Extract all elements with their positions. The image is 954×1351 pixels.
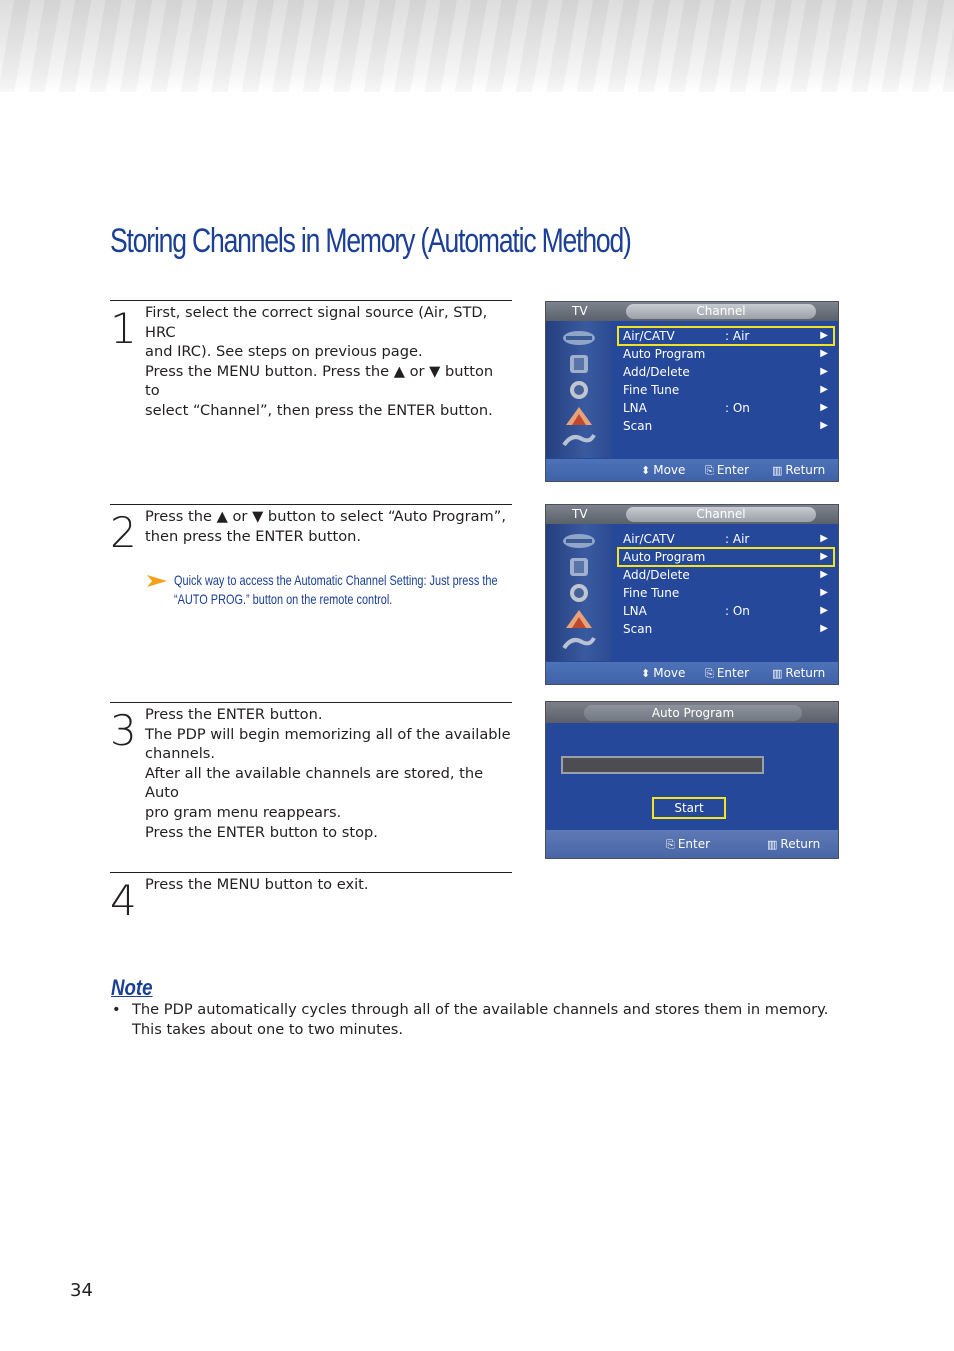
arrow-right-icon: ▶ xyxy=(820,348,828,359)
note-text xyxy=(132,1000,832,1040)
step-line: pro gram menu reappears. xyxy=(145,803,342,821)
tip-arrow-icon xyxy=(147,575,167,587)
enter-icon: ⎘ xyxy=(666,838,675,851)
step-line: Press the ▲ or ▼ button to select “Auto Program”, xyxy=(145,508,506,525)
osd-footer-label: Move xyxy=(653,666,686,680)
tip-text xyxy=(174,571,517,609)
osd-item-value: : Air xyxy=(725,532,750,546)
osd-tab-channel: Channel xyxy=(626,304,816,319)
channel-icon xyxy=(556,379,602,401)
osd-footer-label: Return xyxy=(785,463,826,477)
osd-item-auto-program[interactable] xyxy=(618,548,834,566)
input-icon xyxy=(556,634,602,656)
osd-item-label: Add/Delete xyxy=(623,365,690,379)
step-line: and IRC). See steps on previous page. xyxy=(145,343,423,361)
picture-icon xyxy=(556,327,602,349)
step-line: Press the ENTER button to stop. xyxy=(145,823,378,841)
step-number: 3 xyxy=(110,706,137,755)
arrow-right-icon: ▶ xyxy=(820,420,828,431)
osd-item-label: Add/Delete xyxy=(623,568,690,582)
osd-item-air-catv[interactable] xyxy=(618,327,834,345)
step-line: then press the ENTER button. xyxy=(145,527,362,545)
osd-footer-return xyxy=(772,666,825,680)
osd-footer xyxy=(546,830,838,858)
arrow-right-icon: ▶ xyxy=(820,366,828,377)
enter-icon: ⎘ xyxy=(705,667,714,680)
arrow-right-icon: ▶ xyxy=(820,551,828,562)
osd-item-label: LNA xyxy=(623,604,647,618)
osd-auto-program-screen xyxy=(545,701,839,859)
osd-footer-enter xyxy=(705,666,749,681)
osd-footer-label: Enter xyxy=(716,463,750,477)
osd-item-label: Auto Program xyxy=(623,347,706,361)
sound-icon xyxy=(556,556,602,578)
step-line: After all the available channels are stored, the Auto xyxy=(145,764,488,802)
arrow-right-icon: ▶ xyxy=(820,569,828,580)
return-icon: ▥ xyxy=(772,667,783,680)
step-4 xyxy=(110,872,512,943)
osd-item-add-delete[interactable] xyxy=(618,363,834,381)
enter-icon: ⎘ xyxy=(705,464,714,477)
osd-footer-move xyxy=(641,463,685,477)
osd-item-add-delete[interactable] xyxy=(618,566,834,584)
osd-footer-label: Enter xyxy=(716,666,750,680)
osd-item-label: Fine Tune xyxy=(623,383,680,397)
note-heading: Note xyxy=(111,975,153,1000)
arrow-right-icon: ▶ xyxy=(820,623,828,634)
note-bullet: • xyxy=(112,1001,121,1018)
note-line: The PDP automatically cycles through all of the available channels and stores them in memory. xyxy=(132,1001,829,1018)
osd-item-label: Scan xyxy=(623,622,653,636)
step-text xyxy=(145,875,512,895)
step-3 xyxy=(110,702,512,871)
arrow-right-icon: ▶ xyxy=(820,384,828,395)
arrow-right-icon: ▶ xyxy=(820,402,828,413)
step-line: channels. xyxy=(145,745,215,763)
step-number: 2 xyxy=(110,508,137,557)
start-button[interactable]: Start xyxy=(652,797,726,819)
step-2 xyxy=(110,504,512,701)
step-text xyxy=(145,705,512,842)
osd-item-air-catv[interactable] xyxy=(618,530,834,548)
osd-sidebar xyxy=(546,524,612,661)
sound-icon xyxy=(556,353,602,375)
osd-header xyxy=(546,702,838,723)
setup-icon xyxy=(556,608,602,630)
arrow-right-icon: ▶ xyxy=(820,587,828,598)
osd-item-lna[interactable] xyxy=(618,399,834,417)
osd-item-label: Fine Tune xyxy=(623,586,680,600)
osd-footer-label: Move xyxy=(653,463,686,477)
osd-footer xyxy=(546,662,838,684)
osd-footer xyxy=(546,459,838,481)
osd-item-label: Air/CATV xyxy=(623,329,675,343)
picture-icon xyxy=(556,530,602,552)
osd-item-lna[interactable] xyxy=(618,602,834,620)
step-line: First, select the correct signal source (Air, STD, HRC xyxy=(145,304,492,341)
osd-tab-auto-program: Auto Program xyxy=(584,705,802,721)
tip-line: Quick way to access the Automatic Channel Setting: Just press the xyxy=(174,572,498,588)
osd-item-label: Auto Program xyxy=(623,550,706,564)
step-line: Press the MENU button to exit. xyxy=(145,876,369,893)
return-icon: ▥ xyxy=(772,464,783,477)
page-title: Storing Channels in Memory (Automatic Method) xyxy=(110,222,631,260)
step-number: 1 xyxy=(110,304,137,353)
header-band xyxy=(0,0,954,92)
osd-footer-enter xyxy=(705,463,749,478)
up-down-icon: ⬍ xyxy=(641,667,651,680)
auto-program-progress-bar xyxy=(561,756,764,774)
tip-line: “AUTO PROG.” button on the remote control. xyxy=(174,591,393,607)
arrow-right-icon: ▶ xyxy=(820,605,828,616)
step-line: The PDP will begin memorizing all of the available xyxy=(145,725,511,743)
setup-icon xyxy=(556,405,602,427)
osd-sidebar xyxy=(546,321,612,458)
osd-item-value: : Air xyxy=(725,329,750,343)
osd-channel-screen-2 xyxy=(545,504,839,685)
osd-item-fine-tune[interactable] xyxy=(618,584,834,602)
up-down-icon: ⬍ xyxy=(641,464,651,477)
return-icon: ▥ xyxy=(767,838,778,851)
osd-footer-label: Return xyxy=(780,837,821,851)
page-number: 34 xyxy=(70,1280,93,1301)
osd-item-scan[interactable] xyxy=(618,620,834,638)
osd-item-label: Scan xyxy=(623,419,653,433)
osd-item-label: LNA xyxy=(623,401,647,415)
osd-footer-label: Enter xyxy=(677,837,711,851)
osd-footer-label: Return xyxy=(785,666,826,680)
input-icon xyxy=(556,431,602,453)
arrow-right-icon: ▶ xyxy=(820,533,828,544)
step-1 xyxy=(110,300,512,501)
osd-menu-list xyxy=(618,327,834,435)
osd-tv-label: TV xyxy=(572,507,588,521)
osd-item-scan[interactable] xyxy=(618,417,834,435)
osd-footer-return xyxy=(767,837,820,851)
osd-item-value: : On xyxy=(725,401,750,415)
osd-footer-move xyxy=(641,666,685,680)
step-number: 4 xyxy=(110,876,137,925)
step-text xyxy=(145,507,512,546)
osd-footer-enter xyxy=(666,837,710,852)
osd-header xyxy=(546,302,838,321)
step-line: select “Channel”, then press the ENTER button. xyxy=(145,401,493,419)
step-text xyxy=(145,303,512,421)
osd-item-auto-program[interactable] xyxy=(618,345,834,363)
note-line: This takes about one to two minutes. xyxy=(132,1021,404,1038)
osd-tv-label: TV xyxy=(572,304,588,318)
osd-item-label: Air/CATV xyxy=(623,532,675,546)
step-line: Press the MENU button. Press the ▲ or ▼ button to xyxy=(145,362,498,400)
osd-channel-screen-1 xyxy=(545,301,839,482)
osd-item-fine-tune[interactable] xyxy=(618,381,834,399)
osd-tab-channel: Channel xyxy=(626,507,816,522)
osd-footer-return xyxy=(772,463,825,477)
step-line: Press the ENTER button. xyxy=(145,706,323,723)
osd-item-value: : On xyxy=(725,604,750,618)
osd-header xyxy=(546,505,838,524)
channel-icon xyxy=(556,582,602,604)
arrow-right-icon: ▶ xyxy=(820,330,828,341)
osd-menu-list xyxy=(618,530,834,638)
